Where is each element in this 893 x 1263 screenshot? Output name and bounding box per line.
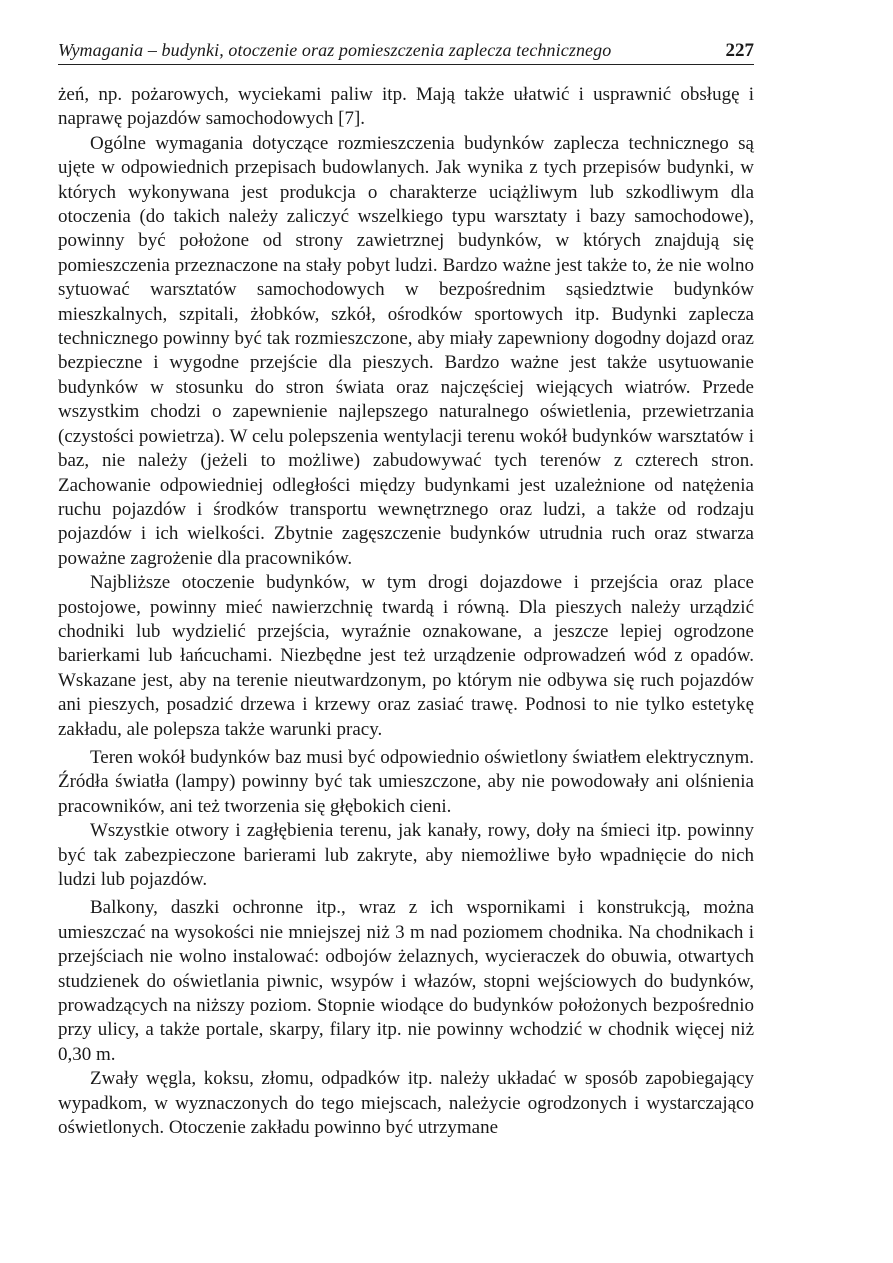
paragraph: Teren wokół budynków baz musi być odpowiednio oświetlony światłem elektrycznym. Źródła światła (lampy) powinny być tak umieszczone, aby nie powodowały ani olśnienia pracowników, ani też tworzenia się głębokich cieni. xyxy=(58,746,754,817)
paragraph-continuation: żeń, np. pożarowych, wyciekami paliw itp. Mają także ułatwić i usprawnić obsługę i naprawę pojazdów samochodowych [7]. xyxy=(58,84,754,130)
document-page xyxy=(58,40,754,1140)
paragraph: Najbliższe otoczenie budynków, w tym drogi dojazdowe i przejścia oraz place postojowe, powinny mieć nawierzchnię twardą i równą. Dla pieszych należy urządzić chodniki lub wydzielić przejścia, wyraźnie oznakowane, a jeszcze lepiej ogrodzone barierkami lub łańcuchami. Niezbędne jest też urządzenie odprowadzeń wód z opadów. Wskazane jest, aby na terenie nieutwardzonym, po którym nie odbywa się ruch pojazdów ani pieszych, posadzić drzewa i krzewy oraz zasiać trawę. Podnosi to nie tylko estetykę zakładu, ale polepsza także warunki pracy. xyxy=(58,572,754,740)
paragraph: Ogólne wymagania dotyczące rozmieszczenia budynków zaplecza technicznego są ujęte w odpowiednich przepisach budowlanych. Jak wynika z tych przepisów budynki, w których wykonywana jest produkcja o charakterze uciążliwym lub szkodliwym dla otoczenia (do takich należy zaliczyć wszelkiego typu warsztaty i bazy samochodowe), powinny być położone od strony zawietrznej budynków, w których znajdują się pomieszczenia przeznaczone na stały pobyt ludzi. Bardzo ważne jest także to, że nie wolno sytuować warsztatów samochodowych w bezpośrednim sąsiedztwie budynków mieszkalnych, szpitali, żłobków, szkół, ośrodków sportowych itp. Budynki zaplecza technicznego powinny być tak rozmieszczone, aby miały zapewniony dogodny dojazd oraz bezpieczne i wygodne przejście dla pieszych. Bardzo ważne jest także usytuowanie budynków w stosunku do stron świata oraz najczęściej wiejących wiatrów. Przede wszystkim chodzi o zapewnienie najlepszego naturalnego oświetlenia, przewietrzania (czystości powietrza). W celu polepszenia wentylacji terenu wokół budynków warsztatów i baz, nie należy (jeżeli to możliwe) zabudowywać tych terenów z czterech stron. Zachowanie odpowiedniej odległości między budynkami jest uzależnione od natężenia ruchu pojazdów i środków transportu wewnętrznego oraz ludzi, a także od rodzaju pojazdów i ich wielkości. Zbytnie zagęszczenie budynków utrudnia ruch oraz stwarza poważne zagrożenie dla pracowników. xyxy=(58,132,754,569)
body-text xyxy=(58,83,754,1140)
page-header xyxy=(58,40,754,65)
paragraph: Wszystkie otwory i zagłębienia terenu, jak kanały, rowy, doły na śmieci itp. powinny być tak zabezpieczone barierami lub zakryte, aby niemożliwe było wpadnięcie do nich ludzi lub pojazdów. xyxy=(58,820,754,890)
paragraph: Balkony, daszki ochronne itp., wraz z ich wspornikami i konstrukcją, można umieszczać na wysokości nie mniejszej niż 3 m nad poziomem chodnika. Na chodnikach i przejściach nie wolno instalować: odbojów żelaznych, wycieraczek do obuwia, otwartych studzienek do oświetlania piwnic, wsypów i włazów, stopni wejściowych do budynków, prowadzących na niższy poziom. Stopnie wiodące do budynków położonych bezpośrednio przy ulicy, a także portale, skarpy, filary itp. nie powinny wchodzić w chodnik więcej niż 0,30 m. xyxy=(58,897,754,1065)
paragraph: Zwały węgla, koksu, złomu, odpadków itp. należy układać w sposób zapobiegający wypadkom, w wyznaczonych do tego miejscach, należycie ogrodzonych i wystarczająco oświetlonych. Otoczenie zakładu powinno być utrzymane xyxy=(58,1068,754,1139)
running-title: Wymagania – budynki, otoczenie oraz pomieszczenia zaplecza technicznego xyxy=(58,40,612,60)
page-number: 227 xyxy=(725,40,754,61)
